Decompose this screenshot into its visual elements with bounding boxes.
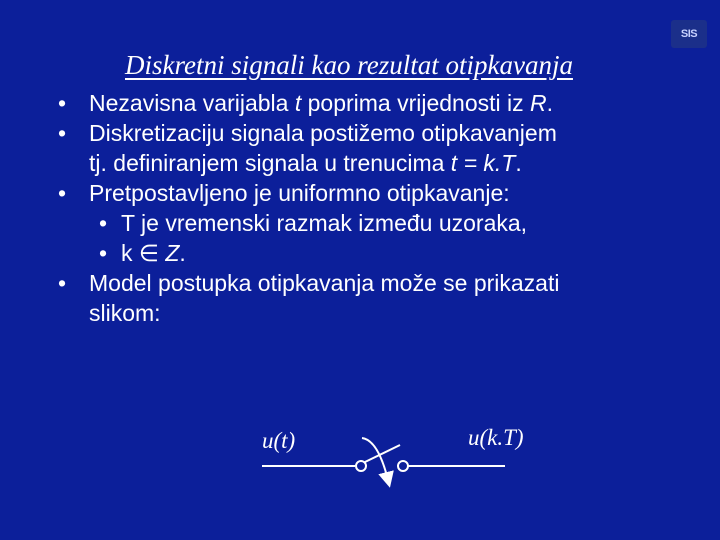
output-signal-label: u(k.T) xyxy=(468,425,524,450)
sub-bullet-2-text-end: . xyxy=(179,240,186,266)
sub-bullet-1-text: T je vremenski razmak između uzoraka, xyxy=(121,210,528,236)
logo-text: SIS xyxy=(680,28,698,40)
bullet-dot: • xyxy=(58,120,67,146)
input-signal-label: u(t) xyxy=(262,428,296,453)
bullet-1-text: Nezavisna varijabla xyxy=(89,90,295,116)
bullet-dot: • xyxy=(58,270,67,296)
bullet-4-line-1: Model postupka otipkavanja može se prikazati xyxy=(89,270,560,296)
bullet-1 xyxy=(58,88,708,118)
bullet-2-text: tj. definiranjem signala u trenucima xyxy=(89,150,451,176)
bullet-2-line-1: Diskretizaciju signala postižemo otipkavanjem xyxy=(89,120,557,146)
sub-bullet-2 xyxy=(99,238,708,268)
bullet-1-var: t xyxy=(294,90,302,116)
bullet-dot: • xyxy=(99,210,108,236)
sub-bullet-2-set: Z xyxy=(165,240,180,266)
bullet-dot: • xyxy=(99,240,108,266)
bullet-dot: • xyxy=(58,180,67,206)
logo xyxy=(671,20,707,48)
bullet-3-text: Pretpostavljeno je uniformno otipkavanje: xyxy=(89,180,510,206)
sub-bullet-2-text: k ∈ xyxy=(121,240,166,266)
switch-left-contact xyxy=(356,461,366,471)
slide-title: Diskretni signali kao rezultat otipkavanja xyxy=(125,50,573,80)
bullet-1-text-mid: poprima vrijednosti iz xyxy=(301,90,531,116)
bullet-3 xyxy=(58,178,708,208)
bullet-4 xyxy=(58,268,708,328)
bullet-2 xyxy=(58,118,708,178)
bullet-4-line-2: slikom: xyxy=(89,300,161,326)
bullet-2-line-2 xyxy=(89,148,708,178)
bullet-1-text-end: . xyxy=(546,90,554,116)
rotation-arrow-icon xyxy=(362,438,388,480)
bullet-list xyxy=(58,88,708,328)
bullet-1-set: R xyxy=(530,90,547,116)
switch-arm xyxy=(365,445,400,462)
bullet-2-text-end: . xyxy=(515,150,522,176)
bullet-dot: • xyxy=(58,90,67,116)
sub-bullet-1 xyxy=(99,208,708,238)
bullet-2-equation: t = k.T xyxy=(450,150,516,176)
switch-right-contact xyxy=(398,461,408,471)
